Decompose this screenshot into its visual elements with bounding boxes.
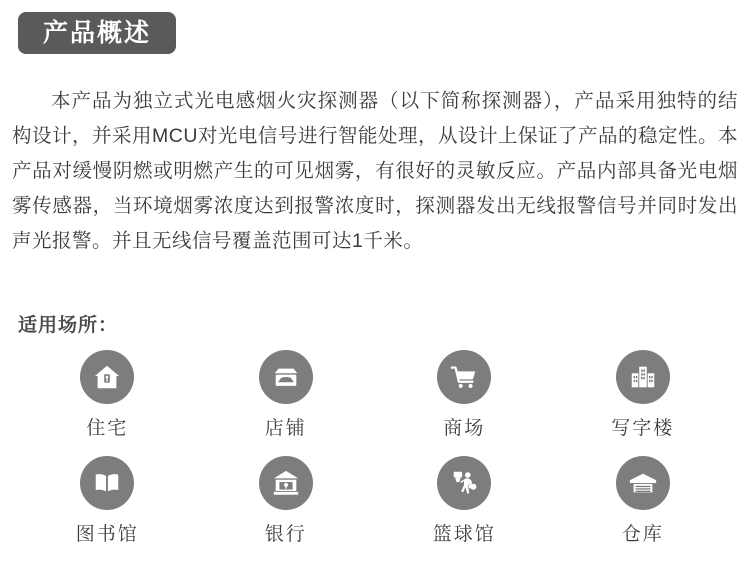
place-item-basketball — [375, 456, 554, 546]
place-label: 篮球馆 — [432, 524, 496, 545]
warehouse-icon — [616, 456, 670, 510]
shopping-cart-icon — [437, 350, 491, 404]
section-title-text: 产品概述 — [42, 18, 151, 47]
section-title-banner — [18, 12, 176, 54]
basketball-player-icon — [437, 456, 491, 510]
place-label: 银行 — [264, 524, 307, 545]
shop-icon — [259, 350, 313, 404]
office-building-icon — [616, 350, 670, 404]
home-icon — [80, 350, 134, 404]
place-label: 仓库 — [621, 524, 664, 545]
place-item-bank — [197, 456, 376, 546]
bank-icon — [259, 456, 313, 510]
applicable-places-heading: 适用场所： — [18, 315, 119, 336]
place-label: 商场 — [443, 418, 486, 439]
place-label: 写字楼 — [611, 418, 675, 439]
open-book-icon — [80, 456, 134, 510]
applicable-places-grid — [18, 350, 732, 546]
place-label: 图书馆 — [75, 524, 139, 545]
place-label: 住宅 — [86, 418, 129, 439]
place-item-home — [18, 350, 197, 440]
place-item-library — [18, 456, 197, 546]
place-item-mall — [375, 350, 554, 440]
product-description-paragraph: 本产品为独立式光电感烟火灾探测器（以下简称探测器），产品采用独特的结构设计，并采用MCU对光电信号进行智能处理，从设计上保证了产品的稳定性。本产品对缓慢阴燃或明燃产生的可见烟雾，有很好的灵敏反应。产品内部具备光电烟雾传感器，当环境烟雾浓度达到报警浓度时，探测器发出无线报警信号并同时发出声光报警。并且无线信号覆盖范围可达1千米。 — [12, 89, 738, 252]
place-item-shop — [197, 350, 376, 440]
place-item-office — [554, 350, 733, 440]
place-label: 店铺 — [264, 418, 307, 439]
place-item-warehouse — [554, 456, 733, 546]
